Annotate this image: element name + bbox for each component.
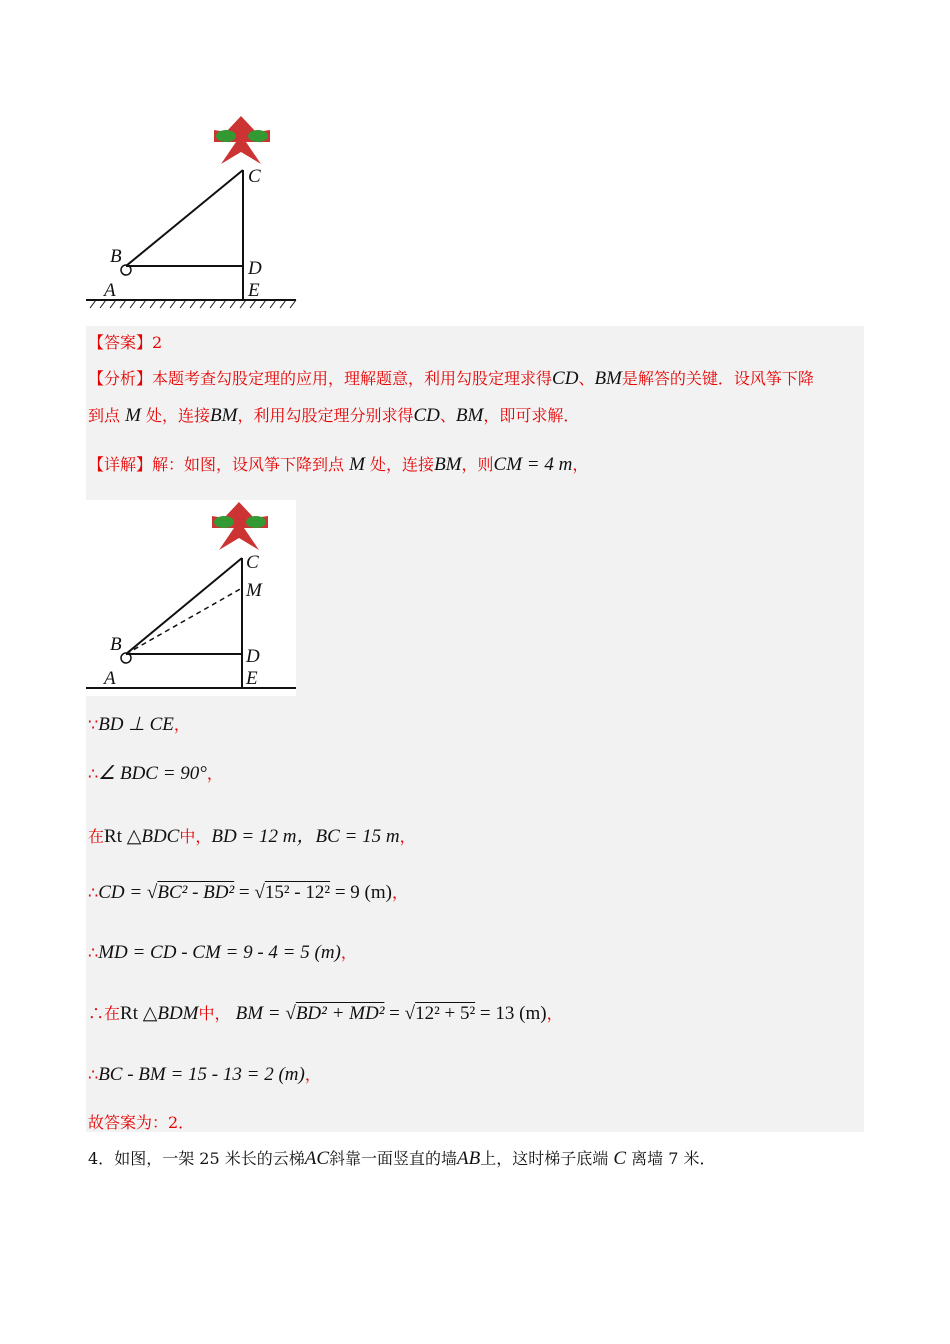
step-4: ∴CD = √BC² - BD² = √15² - 12² = 9 (m)， (88, 882, 408, 903)
svg-text:A: A (104, 668, 116, 689)
step-1: ∵BD ⊥ CE， (88, 714, 190, 735)
kite-diagram-1 (86, 112, 300, 312)
kite-icon (214, 116, 270, 164)
svg-text:D: D (246, 646, 260, 667)
final-answer: 故答案为：2． (88, 1113, 195, 1132)
svg-text:B: B (110, 634, 122, 655)
svg-text:A: A (104, 280, 116, 301)
step-7: ∴BC - BM = 15 - 13 = 2 (m)， (88, 1064, 321, 1085)
svg-text:M: M (246, 580, 262, 601)
step-5: ∴MD = CD - CM = 9 - 4 = 5 (m)， (88, 942, 357, 963)
svg-text:B: B (110, 246, 122, 267)
svg-text:C: C (246, 552, 259, 573)
step-3: 在Rt △BDC中，BD = 12 m，BC = 15 m， (88, 826, 416, 847)
detail-line: 【详解】解：如图，设风筝下降到点 M 处，连接BM，则CM = 4 m， (88, 454, 589, 475)
kite-diagram-2 (86, 500, 296, 696)
svg-text:E: E (248, 280, 260, 301)
answer-line: 【答案】2 (88, 333, 163, 352)
svg-text:D: D (248, 258, 262, 279)
svg-text:C: C (248, 166, 261, 187)
step-2: ∴∠ BDC = 90°， (88, 763, 223, 784)
analysis-line-1: 【分析】本题考查勾股定理的应用，理解题意，利用勾股定理求得CD、BM是解答的关键．设风筝下降 (88, 368, 814, 389)
analysis-line-2: 到点 M 处，连接BM，利用勾股定理分别求得CD、BM，即可求解． (88, 405, 580, 426)
svg-text:E: E (246, 668, 258, 689)
step-6: ∴在Rt △BDM中， BM = √BD² + MD² = √12² + 5² = 13 (m)， (88, 1003, 563, 1024)
question-4: 4．如图，一架 25 米长的云梯AC斜靠一面竖直的墙AB上，这时梯子底端 C 离墙 7 米． (88, 1148, 716, 1169)
kite-icon (212, 502, 268, 550)
